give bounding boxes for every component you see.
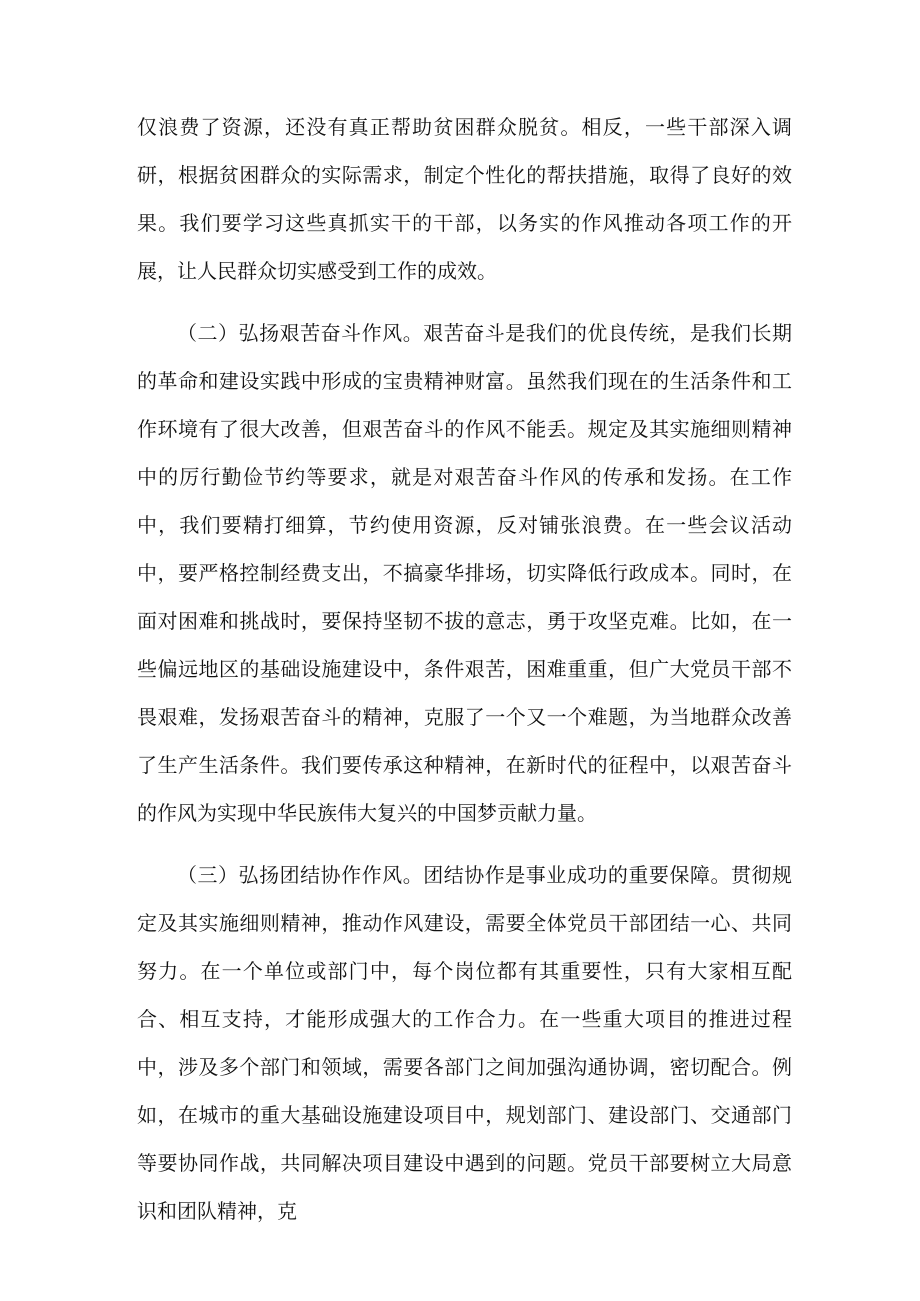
document-body <box>137 103 792 1249</box>
paragraph-continuation: 仅浪费了资源，还没有真正帮助贫困群众脱贫。相反，一些干部深入调研，根据贫困群众的实际需求，制定个性化的帮扶措施，取得了良好的效果。我们要学习这些真抓实干的干部，以务实的作风推动各项工作的开展，让人民群众切实感受到工作的成效。 <box>137 115 792 283</box>
paragraph-section-two: （二）弘扬艰苦奋斗作风。艰苦奋斗是我们的优良传统，是我们长期的革命和建设实践中形成的宝贵精神财富。虽然我们现在的生活条件和工作环境有了很大改善，但艰苦奋斗的作风不能丢。规定及其实施细则精神中的厉行勤俭节约等要求，就是对艰苦奋斗作风的传承和发扬。在工作中，我们要精打细算，节约使用资源，反对铺张浪费。在一些会议活动中，要严格控制经费支出，不搞豪华排场，切实降低行政成本。同时，在面对困难和挑战时，要保持坚韧不拔的意志，勇于攻坚克难。比如，在一些偏远地区的基础设施建设中，条件艰苦，困难重重，但广大党员干部不畏艰难，发扬艰苦奋斗的精神，克服了一个又一个难题，为当地群众改善了生产生活条件。我们要传承这种精神，在新时代的征程中，以艰苦奋斗的作风为实现中华民族伟大复兴的中国梦贡献力量。 <box>137 321 792 825</box>
paragraph-section-three: （三）弘扬团结协作作风。团结协作是事业成功的重要保障。贯彻规定及其实施细则精神，推动作风建设，需要全体党员干部团结一心、共同努力。在一个单位或部门中，每个岗位都有其重要性，只有大家相互配合、相互支持，才能形成强大的工作合力。在一些重大项目的推进过程中，涉及多个部门和领域，需要各部门之间加强沟通协调，密切配合。例如，在城市的重大基础设施建设项目中，规划部门、建设部门、交通部门等要协同作战，共同解决项目建设中遇到的问题。党员干部要树立大局意识和团队精神，克 <box>137 863 792 1223</box>
